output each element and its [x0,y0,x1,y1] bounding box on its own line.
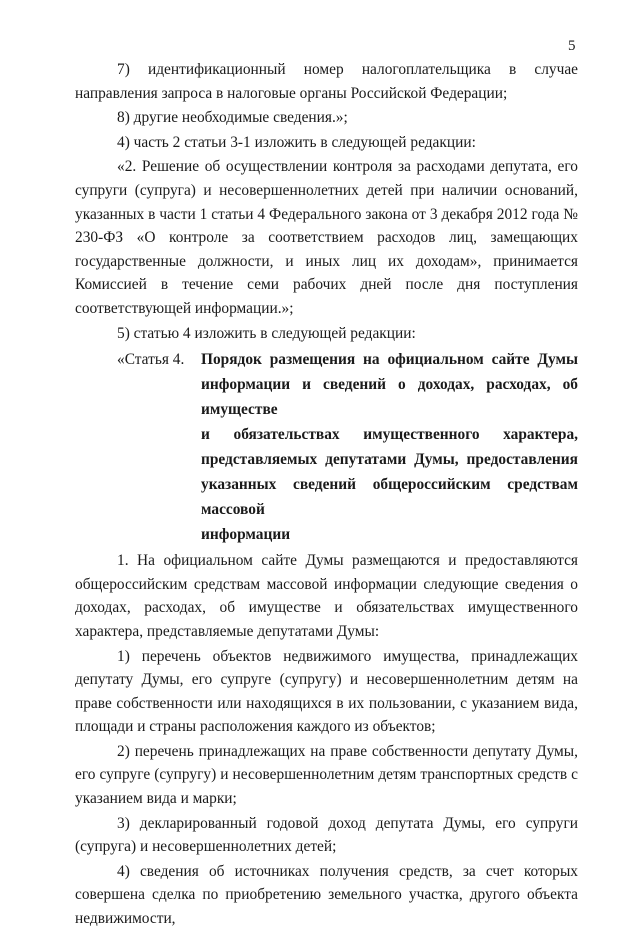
article-4-heading [75,347,578,547]
item-8-paragraph: 8) другие необходимые сведения.»; [117,109,348,127]
document-body [75,58,578,932]
amendment-4-paragraph: 4) часть 2 статьи 3-1 изложить в следующей редакции: [117,133,476,151]
quoted-part-2-paragraph: «2. Решение об осуществлении контроля за расходами депутата, его супруги (супруга) и несовершеннолетних детей при наличии оснований, указанных в части 1 статьи 4 Федерального закона от 3 декабря 2012 года № 230-ФЗ «О контроле за соответствием расходов лиц, замещающих государственные должности, и иных лиц их доходам», принимается Комиссией в течение семи рабочих дней после дня поступления соответствующей информации.»; [75,158,578,317]
article-title-line: и обязательствах имущественного характера, [201,426,578,444]
article-title-line: Порядок размещения на официальном сайте Думы [201,351,578,369]
article-paragraph-1: 1. На официальном сайте Думы размещаются и предоставляются общероссийским средствам массовой информации следующие сведения о доходах, расходах, об имуществе и обязательствах имущественного характера, представляемые депутатами Думы: [75,552,578,640]
item-7-paragraph: 7) идентификационный номер налогоплательщика в случае направления запроса в налоговые органы Российской Федерации; [75,61,578,102]
article-title [201,347,578,547]
subitem-3-paragraph: 3) декларированный годовой доход депутата Думы, его супруги (супруга) и несовершеннолетних детей; [75,814,578,856]
article-title-line: информации и сведений о доходах, расходах, об имуществе [201,376,578,419]
amendment-5-paragraph: 5) статью 4 изложить в следующей редакции: [117,324,416,342]
article-title-line: информации [201,526,291,544]
page-number: 5 [568,38,576,54]
subitem-4-paragraph: 4) сведения об источниках получения средств, за счет которых совершена сделка по приобретению земельного участка, другого объекта недвижимости, [75,862,578,928]
article-label: «Статья 4. [117,351,185,369]
article-title-line: представляемых депутатами Думы, предоставления [201,451,578,469]
article-title-line: указанных сведений общероссийским средствам массовой [201,476,578,519]
subitem-1-paragraph: 1) перечень объектов недвижимого имущества, принадлежащих депутату Думы, его супруге (супругу) и несовершеннолетним детям на праве собственности или находящихся в их пользовании, с указанием вида, площади и страны расположения каждого из объектов; [75,647,578,736]
subitem-2-paragraph: 2) перечень принадлежащих на праве собственности депутату Думы, его супруге (супругу) и несовершеннолетним детям транспортных средств с указанием вида и марки; [75,742,578,808]
